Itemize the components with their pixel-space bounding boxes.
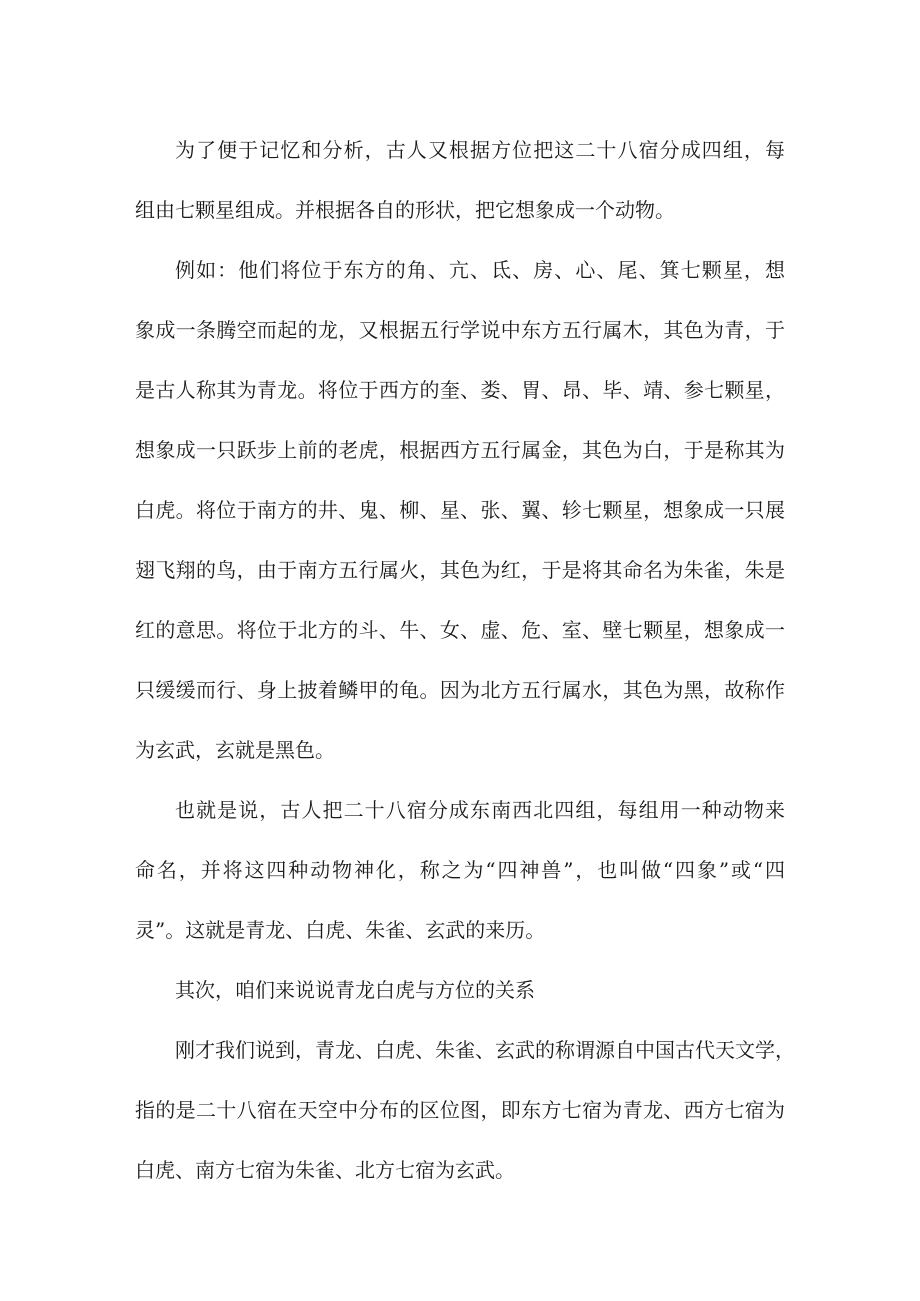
text-line: 其次，咱们来说说青龙白虎与方位的关系 — [175, 978, 535, 1002]
text-line: 白虎、南方七宿为朱雀、北方七宿为玄武。 — [135, 1158, 515, 1182]
text-line: 也就是说，古人把二十八宿分成东南西北四组，每组用一种动物来 — [175, 798, 785, 822]
text-line: 象成一条腾空而起的龙，又根据五行学说中东方五行属木，其色为青，于 — [135, 318, 785, 342]
text-line: 刚才我们说到，青龙、白虎、朱雀、玄武的称谓源自中国古代天文学， — [175, 1038, 795, 1062]
text-line: 是古人称其为青龙。将位于西方的奎、娄、胃、昂、毕、靖、参七颗星， — [135, 378, 785, 402]
text-line: 只缓缓而行、身上披着鳞甲的龟。因为北方五行属水，其色为黑，故称作 — [135, 678, 785, 702]
text-line: 组由七颗星组成。并根据各自的形状，把它想象成一个动物。 — [135, 198, 675, 222]
text-line: 例如：他们将位于东方的角、亢、氐、房、心、尾、箕七颗星，想 — [175, 258, 785, 282]
text-line: 指的是二十八宿在天空中分布的区位图，即东方七宿为青龙、西方七宿为 — [135, 1098, 785, 1122]
text-line: 白虎。将位于南方的井、鬼、柳、星、张、翼、轸七颗星，想象成一只展 — [135, 498, 785, 522]
text-line: 灵”。这就是青龙、白虎、朱雀、玄武的来历。 — [135, 918, 546, 942]
text-line: 为玄武，玄就是黑色。 — [135, 738, 335, 762]
text-line: 想象成一只跃步上前的老虎，根据西方五行属金，其色为白，于是称其为 — [135, 438, 785, 462]
text-line: 为了便于记忆和分析，古人又根据方位把这二十八宿分成四组，每 — [175, 138, 785, 162]
text-line: 翅飞翔的鸟，由于南方五行属火，其色为红，于是将其命名为朱雀，朱是 — [135, 558, 785, 582]
text-line: 红的意思。将位于北方的斗、牛、女、虚、危、室、壁七颗星，想象成一 — [135, 618, 785, 642]
text-line: 命名，并将这四种动物神化，称之为“四神兽”，也叫做“四象”或“四 — [135, 858, 785, 882]
